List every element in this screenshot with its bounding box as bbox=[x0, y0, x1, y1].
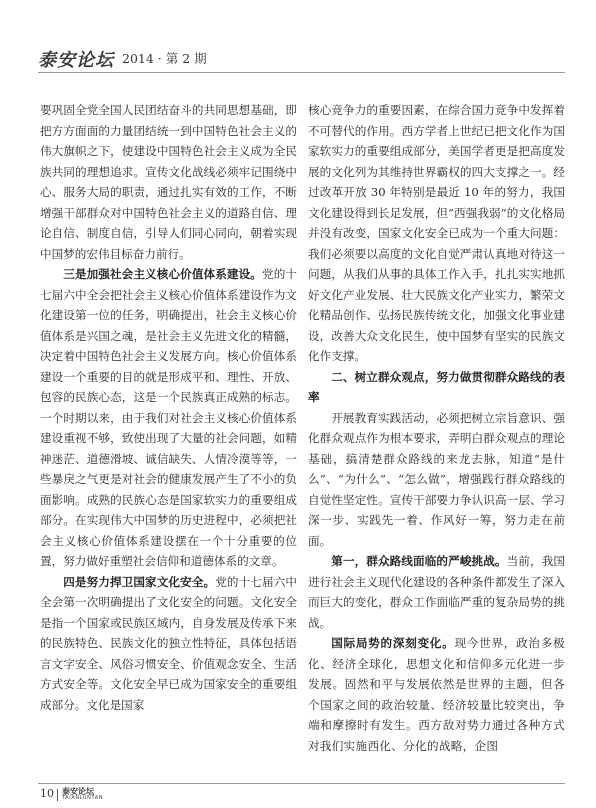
paragraph-lead: 第一，群众路线面临的严峻挑战。 bbox=[331, 554, 507, 568]
paragraph: 要巩固全党全国人民团结奋斗的共同思想基础，即把方方面面的力量团结统一到中国特色社会主义的伟大旗帜之下，使建设中国特色社会主义成为全民族共同的理想追求。宣传文化战线必须牢记围绕中心、服务大局的职责，通过扎实有效的工作，不断增强干部群众对中国特色社会主义的道路自信、理论自信、制度自信，引导人们同心同向，朝着实现中国梦的宏伟目标奋力前行。 bbox=[40, 103, 297, 261]
section-heading: 二、树立群众观点，努力做贯彻群众路线的表率 bbox=[308, 369, 565, 404]
left-column bbox=[40, 100, 297, 715]
paragraph-text: 当前，我国进行社会主义现代化建设的各种条件都发生了深入而巨大的变化，群众工作面临严重的复杂局势的挑战。 bbox=[308, 554, 565, 630]
journal-title: 泰安论坛 bbox=[38, 50, 114, 71]
footer-journal-pinyin: TAIANLUNTAN bbox=[62, 795, 104, 801]
paragraph: 核心竞争力的重要因素，在综合国力竞争中发挥着不可替代的作用。西方学者上世纪已把文化作为国家软实力的重要组成部分，美国学者更是把高度发展的文化列为其维持世界霸权的四大支撑之一。经过改革开放 30 年特别是最近 10 年的努力，我国文化建设得到长足发展，但“西强我弱”的文化格局并没有改变，国家文化安全已成为一个重大问题：我们必须要以高度的文化自觉严肃认真地对待这一问题，从我们从事的具体工作入手，扎扎实实地抓好文化产业发展、壮大民族文化产业实力，繁荣文化精品创作、弘扬民族传统文化，加强文化事业建设，改善大众文化民生，使中国梦有坚实的民族文化作支撑。 bbox=[308, 103, 565, 363]
issue-label: 2014 · 第 2 期 bbox=[122, 51, 207, 66]
paragraph bbox=[40, 264, 297, 572]
paragraph-lead: 国际局势的深刻变化。 bbox=[331, 636, 455, 650]
footer-rule bbox=[38, 783, 565, 784]
paragraph-lead: 四是努力捍卫国家文化安全。 bbox=[63, 574, 216, 589]
paragraph bbox=[308, 633, 565, 756]
page-number: 10 bbox=[40, 787, 54, 800]
paragraph-lead: 三是加强社会主义核心价值体系建设。 bbox=[63, 267, 262, 281]
right-column bbox=[308, 100, 565, 756]
paragraph: 开展教育实践活动，必须把树立宗旨意识、强化群众观点作为根本要求，弄明白群众观点的理论基础，搞清楚群众路线的来龙去脉，知道“是什么”、“为什么”、“怎么做”，增强践行群众路线的自觉性坚定性。宣传干部要力争认识高一层、学习深一步、实践先一着、作风好一筹，努力走在前面。 bbox=[308, 410, 565, 548]
paragraph-text: 党的十七届六中全会把社会主义核心价值体系建设作为文化建设第一位的任务，明确提出，社会主义核心价值体系是兴国之魂，是社会主义先进文化的精髓，决定着中国特色社会主义发展方向。核心价值体系建设一个重要的目的就是形成平和、理性、开放、包容的民族心态，这是一个民族真正成熟的标志。一个时期以来，由于我们对社会主义核心价值体系建设重视不够，致使出现了大量的社会问题，如精神迷茫、道德滑坡、诚信缺失、人情冷漠等等，一些暴戾之气更是对社会的健康发展产生了不小的负面影响。成熟的民族心态是国家软实力的重要组成部分。在实现伟大中国梦的历史进程中，必须把社会主义核心价值体系建设摆在一个十分重要的位置，努力做好重塑社会信仰和道德体系的文章。 bbox=[40, 267, 297, 568]
paragraph bbox=[308, 551, 565, 633]
paragraph-text: 党的十七届六中全会第一次明确提出了文化安全的问题。文化安全是指一个国家或民族区域内，自身发展及传承下来的民族特色、民族文化的独立性特征，具体包括语言文字安全、风俗习惯安全、价值观念安全、生活方式安全等。文化安全早已成为国家安全的重要组成部分。文化是国家 bbox=[40, 574, 297, 712]
footer-divider bbox=[57, 789, 58, 801]
paragraph-text: 现今世界，政治多极化、经济全球化，思想文化和信仰多元化进一步发展。固然和平与发展依然是世界的主题，但各个国家之间的政治较量、经济较量比较突出，争端和摩擦时有发生。西方敌对势力通过各种方式对我们实施西化、分化的战略，企图 bbox=[308, 636, 565, 753]
paragraph bbox=[40, 572, 297, 716]
header-rule bbox=[38, 72, 565, 73]
footer-journal-name: 泰安论坛 bbox=[62, 786, 94, 796]
